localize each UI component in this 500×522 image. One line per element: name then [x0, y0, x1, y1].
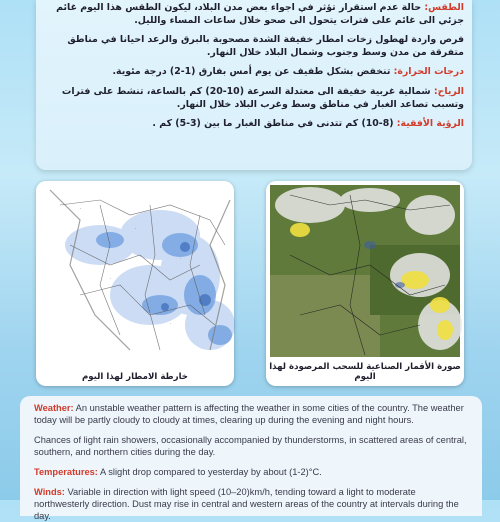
arabic-weather-text: حالة عدم استقرار تؤثر في اجواء بعض مدن البلاد، ليكون الطقس هذا اليوم غائم جزئي الى غائم على فترات يتحول الى صحو خلال ساعات المساء والليل. — [56, 2, 464, 26]
english-winds-text: Variable in direction with light speed (10–20)km/h, tending toward a light to moderate northwesterly direction. Dust may rise in central and western areas of the country at intervals during the day. — [34, 487, 459, 521]
arabic-weather-label: الطقس: — [424, 2, 464, 13]
english-weather-text: An unstable weather pattern is affecting the weather in some cities of the country. The weather today will be partly cloudy to cloudy at times, clearing up during the evening and night hours. — [34, 403, 464, 425]
rain-map-caption: خارطة الامطار لهذا اليوم — [81, 372, 189, 382]
english-weather-label: Weather: — [34, 403, 74, 413]
svg-text:·: · — [135, 226, 137, 231]
arabic-temperature-text: تنخفض بشكل طفيف عن يوم أمس بفارق (1-2) درجة مئوية. — [112, 66, 394, 78]
maps-section — [36, 181, 472, 386]
rain-map-card — [36, 181, 234, 386]
arabic-winds-label: الرياح: — [433, 85, 464, 97]
english-forecast-panel — [20, 396, 482, 521]
satellite-caption: صورة الأقمار الصناعية للسحب المرصودة لهذا اليوم — [269, 362, 461, 382]
english-weather-paragraph — [34, 402, 472, 426]
english-winds-paragraph — [34, 486, 472, 522]
rain-map-image — [40, 185, 230, 357]
english-winds-label: Winds: — [34, 487, 65, 497]
english-temperature-text: A slight drop compared to yesterday by about (1-2)°C. — [97, 467, 322, 477]
satellite-graphic — [270, 185, 460, 357]
svg-text:·: · — [180, 256, 182, 261]
satellite-image — [270, 185, 460, 357]
svg-text:·: · — [80, 206, 82, 211]
arabic-visibility-label: الرؤية الأفقية: — [396, 118, 464, 130]
arabic-temperature-label: درجات الحرارة: — [393, 66, 464, 78]
rain-map-graphic — [40, 185, 230, 357]
satellite-card — [266, 181, 464, 386]
english-temperature-label: Temperatures: — [34, 467, 98, 477]
svg-text:·: · — [170, 321, 172, 326]
arabic-temperature-paragraph — [44, 66, 464, 79]
arabic-weather-paragraph — [44, 2, 464, 27]
arabic-winds-text: شمالية غربية خفيفة الى معتدلة السرعة (10-20) كم بالساعة، تنشط على فترات وتسبب تصاعد الغبار في مناطق وسط وغرب البلاد خلال النهار. — [61, 85, 464, 110]
svg-text:·: · — [110, 276, 112, 281]
arabic-visibility-text: (8-10) كم تتدنى في مناطق الغبار ما بين (3-5) كم . — [152, 118, 397, 130]
english-rain-paragraph: Chances of light rain showers, occasionally accompanied by thunderstorms, in scattered areas of central, southern, and northern cities during the day. — [34, 435, 467, 457]
arabic-visibility-paragraph — [44, 118, 464, 131]
english-temperature-paragraph — [34, 466, 472, 478]
arabic-rain-paragraph: فرص واردة لهطول زخات امطار خفيفة الشدة مصحوبة بالبرق والرعد احيانا في مناطق متفرقة من مدن وسط وجنوب وشمال البلاد خلال النهار. — [67, 34, 464, 58]
arabic-forecast-panel — [36, 0, 472, 170]
arabic-winds-paragraph — [44, 86, 464, 111]
